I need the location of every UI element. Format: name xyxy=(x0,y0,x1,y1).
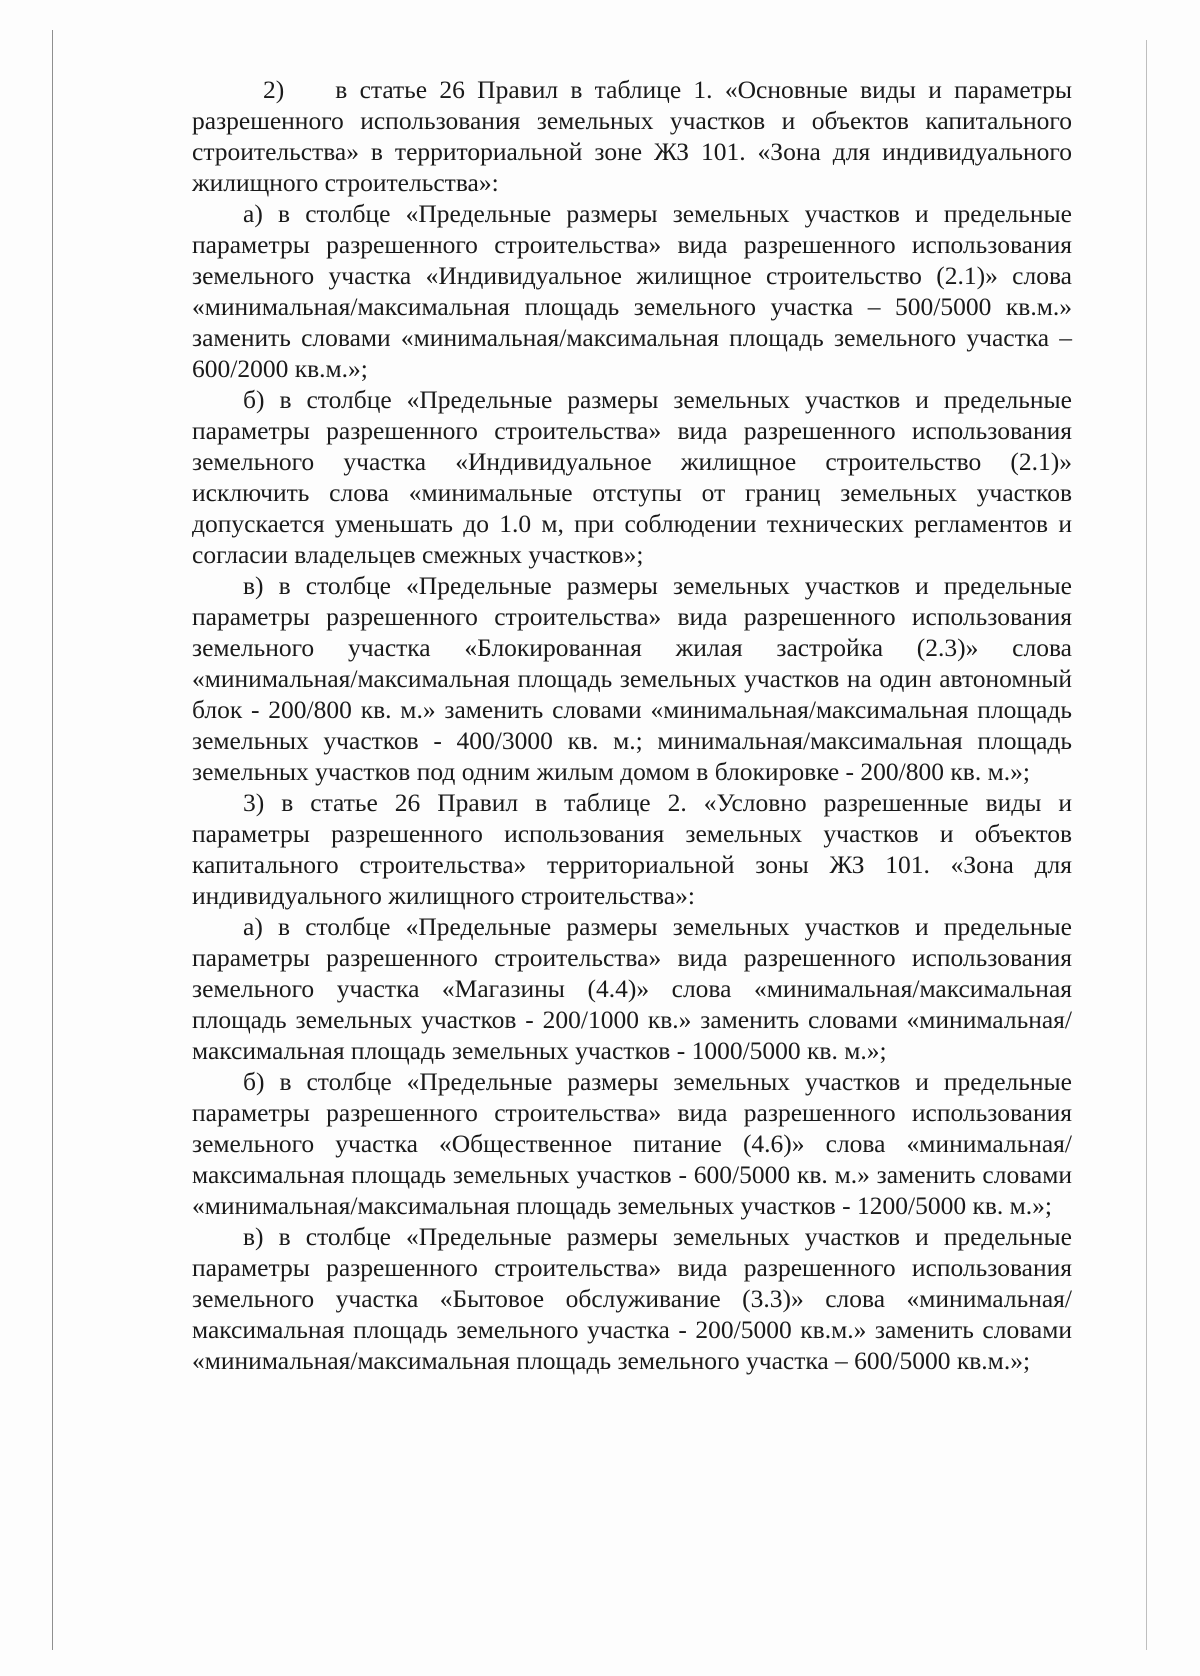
scan-edge-right xyxy=(1146,40,1147,1650)
paragraph-item-2: 2) в статье 26 Правил в таблице 1. «Основные виды и параметры разрешенного использования земельных участков и объектов капитального строительства» в территориальной зоне ЖЗ 101. «Зона для индивидуального жилищного строительства»: xyxy=(192,75,1072,197)
document-body xyxy=(192,74,1072,1376)
paragraph-item-2v: в) в столбце «Предельные размеры земельных участков и предельные параметры разрешенного строительства» вида разрешенного использования земельного участка «Блокированная жилая застройка (2.3)» слова «минимальная/максимальная площадь земельных участков на один автономный блок - 200/800 кв. м.» заменить словами «минимальная/максимальная площадь земельных участков - 400/3000 кв. м.; минимальная/максимальная площадь земельных участков под одним жилым домом в блокировке - 200/800 кв. м.»; xyxy=(192,571,1072,786)
paragraph-item-3a: а) в столбце «Предельные размеры земельных участков и предельные параметры разрешенного строительства» вида разрешенного использования земельного участка «Магазины (4.4)» слова «минимальная/максимальная площадь земельных участков - 200/1000 кв.» заменить словами «минимальная/максимальная площадь земельных участков - 1000/5000 кв. м.»; xyxy=(192,912,1072,1065)
paragraph-item-3b: б) в столбце «Предельные размеры земельных участков и предельные параметры разрешенного строительства» вида разрешенного использования земельного участка «Общественное питание (4.6)» слова «минимальная/максимальная площадь земельных участков - 600/5000 кв. м.» заменить словами «минимальная/максимальная площадь земельных участков - 1200/5000 кв. м.»; xyxy=(192,1067,1072,1220)
paragraph-item-3v: в) в столбце «Предельные размеры земельных участков и предельные параметры разрешенного строительства» вида разрешенного использования земельного участка «Бытовое обслуживание (3.3)» слова «минимальная/максимальная площадь земельного участка - 200/5000 кв.м.» заменить словами «минимальная/максимальная площадь земельного участка – 600/5000 кв.м.»; xyxy=(192,1222,1072,1375)
paragraph-item-2b: б) в столбце «Предельные размеры земельных участков и предельные параметры разрешенного строительства» вида разрешенного использования земельного участка «Индивидуальное жилищное строительство (2.1)» исключить слова «минимальные отступы от границ земельных участков допускается уменьшать до 1.0 м, при соблюдении технических регламентов и согласии владельцев смежных участков»; xyxy=(192,385,1072,569)
paragraph-item-3: 3) в статье 26 Правил в таблице 2. «Условно разрешенные виды и параметры разрешенного использования земельных участков и объектов капитального строительства» территориальной зоны ЖЗ 101. «Зона для индивидуального жилищного строительства»: xyxy=(192,788,1072,910)
scan-edge-left xyxy=(52,30,53,1650)
paragraph-item-2a: а) в столбце «Предельные размеры земельных участков и предельные параметры разрешенного строительства» вида разрешенного использования земельного участка «Индивидуальное жилищное строительство (2.1)» слова «минимальная/максимальная площадь земельного участка – 500/5000 кв.м.» заменить словами «минимальная/максимальная площадь земельного участка – 600/2000 кв.м.»; xyxy=(192,199,1072,383)
